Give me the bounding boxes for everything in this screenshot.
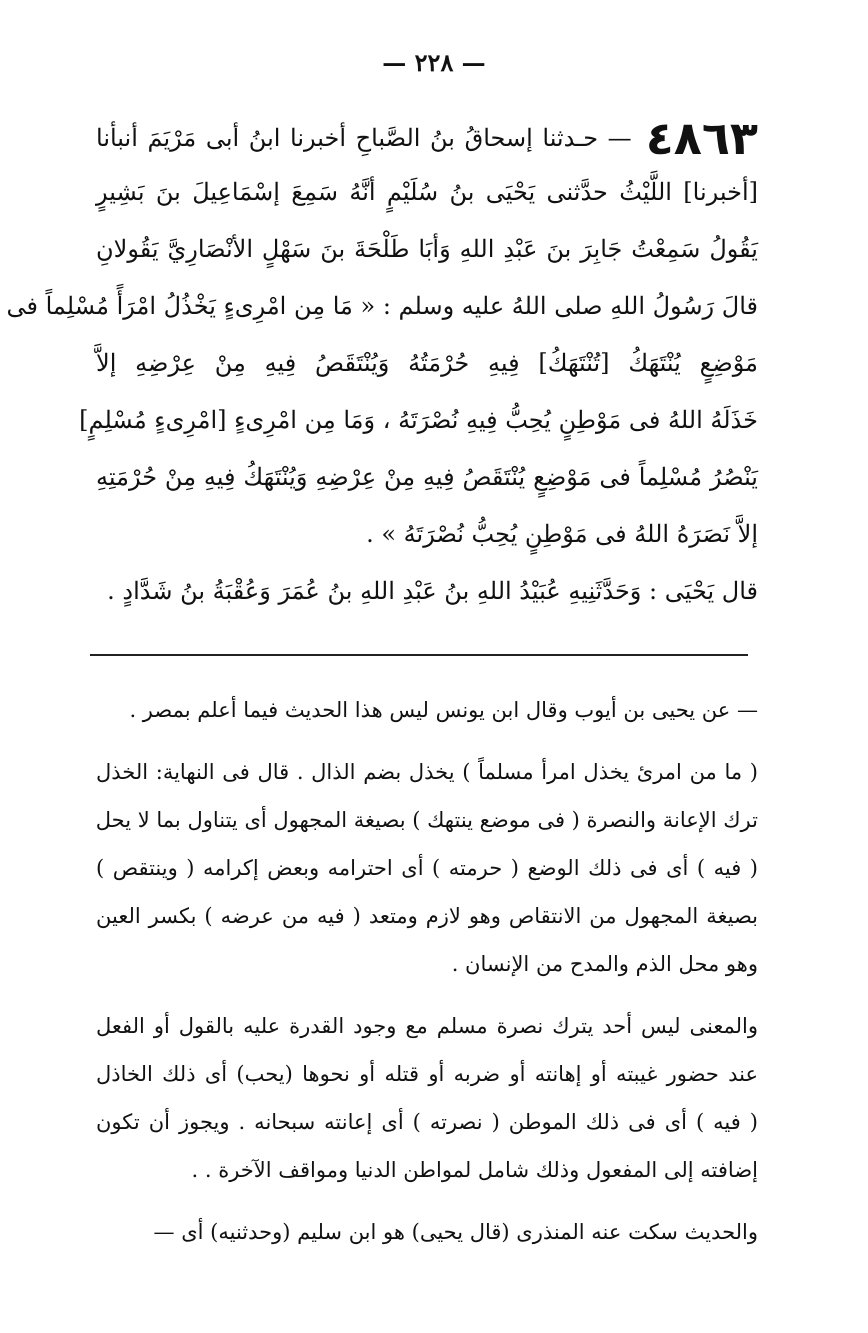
commentary-text (96, 686, 758, 1256)
hadith-line: مَوْضِعٍ يُنْتَهَكُ [تُنْتَهَكُ] فِيهِ حُرْمَتُهُ وَيُنْتَقَصُ فِيهِ مِنْ عِرْضِهِ إلاَّ (96, 349, 758, 377)
page-number: — ٢٢٨ — (382, 48, 486, 77)
hadith-line: [أخبرنا] اللَّيْثُ حدَّثنى يَحْيَى بنُ سُلَيْمٍ أنَّهُ سَمِعَ إسْمَاعِيلَ بنَ بَشِيرٍ (96, 178, 758, 206)
hadith-header (96, 112, 758, 164)
commentary-line: ( فيه ) أى فى ذلك الموطن ( نصرته ) أى إعانته سبحانه . ويجوز أن تكون (96, 1110, 758, 1134)
commentary-line: ( فيه ) أى فى ذلك الوضع ( حرمته ) أى احترامه وبعض إكرامه ( وينتقص ) (96, 856, 758, 880)
hadith-line: خَذَلَهُ اللهُ فى مَوْطِنٍ يُحِبُّ فِيهِ نُصْرَتَهُ ، وَمَا مِن امْرِىءٍ [امْرِىءٍ مُسْلِمٍ] (79, 406, 758, 434)
hadith-line: قالَ رَسُولُ اللهِ صلى اللهُ عليه وسلم : « مَا مِن امْرِىءٍ يَخْذُلُ امْرَأً مُسْلِماً فى (6, 292, 758, 320)
commentary-line: — عن يحيى بن أيوب وقال ابن يونس ليس هذا الحديث فيما أعلم بمصر . (129, 698, 758, 722)
commentary-line: والمعنى ليس أحد يترك نصرة مسلم مع وجود القدرة عليه بالقول أو الفعل (96, 1014, 758, 1038)
commentary-line: وهو محل الذم والمدح من الإنسان . (451, 952, 758, 976)
footnote-divider (90, 654, 748, 656)
hadith-line: يَقُولُ سَمِعْتُ جَابِرَ بنَ عَبْدِ اللهِ وَأبَا طَلْحَةَ بنَ سَهْلٍ الأنْصَارِيَّ يَقُولانِ (96, 235, 758, 263)
hadith-line: يَنْصُرُ مُسْلِماً فى مَوْضِعٍ يُنْتَقَصُ فِيهِ مِنْ عِرْضِهِ وَيُنْتَهَكُ فِيهِ مِنْ حُرْمَتِهِ (96, 463, 758, 491)
hadith-line: — حـدثنا إسحاقُ بنُ الصَّباحِ أخبرنا ابنُ أبى مَرْيَمَ أنبأنا (96, 124, 632, 152)
commentary-line: بصيغة المجهول من الانتقاص وهو لازم ومتعد ( فيه من عرضه ) بكسر العين (96, 904, 758, 928)
commentary-line: والحديث سكت عنه المنذرى (قال يحيى) هو ابن سليم (وحدثنيه) أى — (153, 1220, 758, 1244)
commentary-line: عند حضور غيبته أو إهانته أو ضربه أو قتله أو نحوها (يحب) أى ذلك الخاذل (96, 1062, 758, 1086)
commentary-line: ترك الإعانة والنصرة ( فى موضع ينتهك ) بصيغة المجهول أى يتناول بما لا يحل (95, 808, 758, 832)
hadith-narration-note: قال يَحْيَى : وَحَدَّثَنِيهِ عُبَيْدُ اللهِ بنُ عَبْدِ اللهِ بنُ عُمَرَ وَعُقْبَةُ بنُ شَدَّادٍ . (107, 577, 758, 605)
hadith-line: إلاَّ نَصَرَهُ اللهُ فى مَوْطِنٍ يُحِبُّ نُصْرَتَهُ » . (366, 520, 758, 548)
hadith-text (6, 111, 758, 620)
hadith-number: ٤٨٦٣ (645, 111, 758, 165)
commentary-line: إضافته إلى المفعول وذلك شامل لمواطن الدنيا ومواقف الآخرة . . (191, 1158, 758, 1182)
commentary-line: ( ما من امرئ يخذل امرأ مسلماً ) يخذل بضم الذال . قال فى النهاية: الخذل (96, 760, 758, 784)
